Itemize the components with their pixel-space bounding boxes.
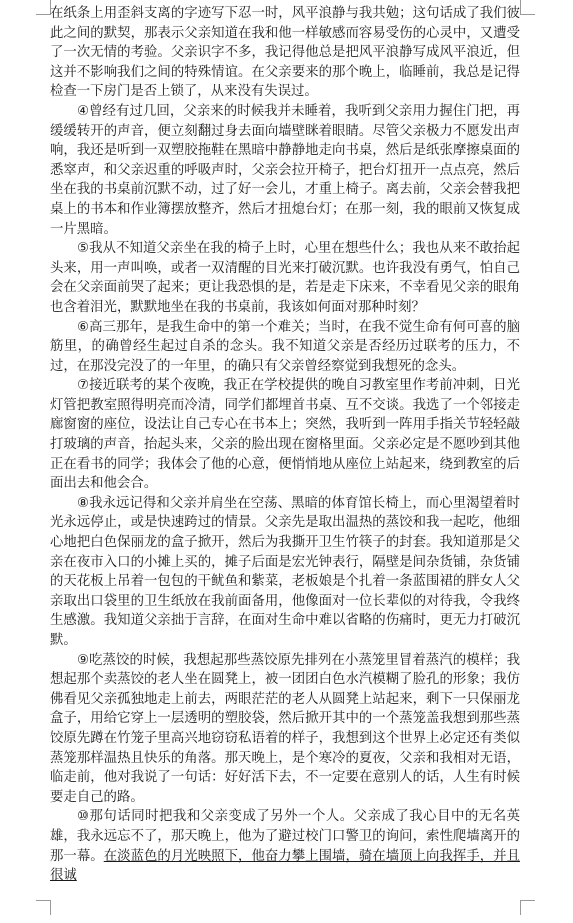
paragraph-10 xyxy=(50,807,520,885)
paragraph-9: ⑨吃蒸饺的时候，我想起那些蒸饺原先排列在小蒸笼里冒着蒸汽的模样；我想起那个卖蒸饺的老人坐在圆凳上，被一团团白色水汽模糊了脸孔的形象；我仿佛看见父亲孤独地走上前去，两眼茫茫的老人从圆凳上站起来，剩下一只保丽龙盒子，用给它穿上一层透明的塑胶袋，然后掀开其中的一个蒸笼盖我想到那些蒸饺原先蹲在竹笼子里高兴地窃窃私语着的样子，我想到这个世界上必定还有类似蒸笼那样温热且快乐的角落。那天晚上，是个寒冷的夏夜，父亲和我相对无语，临走前，他对我说了一句话：好好活下去，不一定要在意别人的话，人生有时候要走自己的路。 xyxy=(50,652,520,805)
paragraph-7: ⑦接近联考的某个夜晚，我正在学校提供的晚自习教室里作考前冲刺，日光灯管把教室照得明亮而冷清，同学们都埋首书桌、互不交谈。我选了一个邻接走廊窗窗的座位，设法让自己专心在书本上；突然，我听到一阵用手指关节轻轻敲打玻璃的声音，抬起头来，父亲的脸出现在窗格里面。父亲必定是不愿吵到其他正在看书的同学；我体会了他的心意，便悄悄地从座位上站起来，绕到教室的后面出去和他会合。 xyxy=(50,378,520,492)
paragraph-0: 在纸条上用歪斜支离的字迹写下忍一时，风平浪静与我共勉；这句话成了我们彼此之间的默契，那表示父亲知道在我和他一样敏感而容易受伤的心灵中，又遭受了一次无情的考验。父亲识字不多，我记得他总是把风平浪静写成风平浪近，但这并不影响我们之间的特殊情谊。在父亲要来的那个晚上，临睡前，我总是记得检查一下房门是否上锁了，从来没有失误过。 xyxy=(50,6,520,100)
paragraph-5: ⑤我从不知道父亲坐在我的椅子上时，心里在想些什么；我也从来不敢抬起头来，用一声叫唤，或者一双清醒的目光来打破沉默。也许我没有勇气，怕自己会在父亲面前哭了起来；更让我恐惧的是，若是走下床来，不幸看见父亲的眼角也含着泪光，默默地坐在我的书桌前，我该如何面对那种时刻？ xyxy=(50,241,520,315)
paragraph-10-text: ⑩那句话同时把我和父亲变成了另外一个人。父亲成了我心目中的无名英雄，我永远忘不了，那天晚上，他为了避过校门口警卫的询问，索性爬墙离开的那一幕。 xyxy=(50,809,520,864)
paragraph-4: ④曾经有过几回，父亲来的时候我并未睡着，我听到父亲用力握住门把，再缓缓转开的声音，便立刻翻过身去面向墙壁眯着眼睛。尽管父亲极力不愿发出声响，我还是听到一双塑胶拖鞋在黑暗中静静地走向书桌，然后是纸张摩擦桌面的悉窣声，和父亲迟重的呼吸声时，父亲会拉开椅子，把台灯扭开一点点亮，然后坐在我的书桌前沉默不动，过了好一会儿，才重上椅子。离去前，父亲会替我把桌上的书本和作业簿摆放整齐，然后才扭熄台灯；在那一刻，我的眼前又恢复成一片黑暗。 xyxy=(50,103,520,237)
paragraph-10-underlined-text: 在淡蓝色的月光映照下，他奋力攀上围墙，骑在墙顶上向我挥手，并且很诚 xyxy=(50,848,520,884)
paragraph-8: ⑧我永远记得和父亲并肩坐在空荡、黑暗的体育馆长椅上，而心里渴望着时光永远停止，或是快速跨过的情景。父亲先是取出温热的蒸饺和我一起吃，他细心地把白色保丽龙的盒子掀开，然后为我撕开卫生竹筷子的封套。我知道那是父亲在夜市入口的小摊上买的，摊子后面是宏光钟表行，隔壁是间杂货铺，杂货铺的天花板上吊着一包包的干鱿鱼和紫菜，老板娘是个扎着一条蓝围裙的胖女人父亲取出口袋里的卫生纸放在我前面备用，他像面对一位长辈似的对待我，令我终生感激。我知道父亲拙于言辞，在面对生命中难以省略的伤痛时，更无力打破沉默。 xyxy=(50,495,520,648)
crop-mark-top-right xyxy=(520,0,535,15)
crop-mark-bottom-left xyxy=(36,900,51,915)
paragraph-6: ⑥高三那年，是我生命中的第一个难关；当时，在我不觉生命有何可喜的脑筋里，的确曾经生起过自杀的念头。我不知道父亲是否经历过联考的压力，不过，在那没完没了的一年里，的确只有父亲曾经察觉到我想死的念头。 xyxy=(50,319,520,374)
crop-mark-top-left xyxy=(36,0,51,15)
crop-mark-bottom-right xyxy=(520,900,535,915)
document-body xyxy=(50,4,520,886)
